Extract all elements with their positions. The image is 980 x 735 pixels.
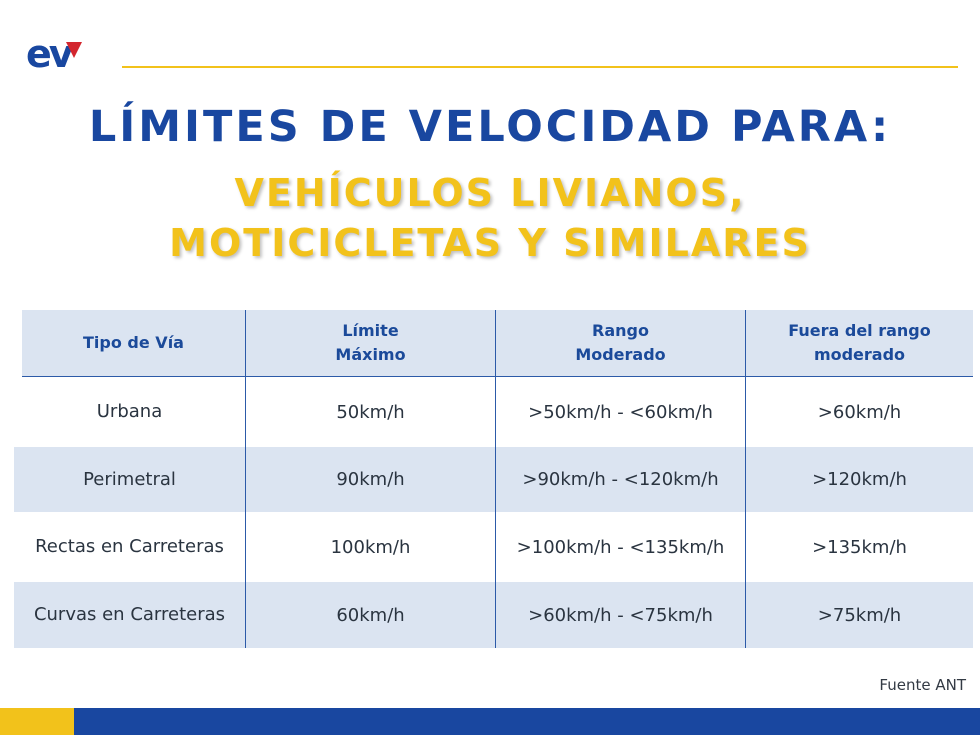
row-max-limit: 50km/h: [246, 377, 496, 447]
speed-limits-table: [14, 310, 973, 648]
row-out-of-range: >60km/h: [817, 401, 902, 423]
row-out-of-range: >120km/h: [812, 469, 907, 490]
row-road-type: Rectas en Carreteras: [14, 512, 246, 582]
page-title: LÍMITES DE VELOCIDAD PARA:: [88, 102, 892, 152]
table-row: [14, 512, 973, 582]
row-road-type: Curvas en Carreteras: [14, 582, 246, 648]
header-fuera-del-rango: Fuera del rango moderado: [788, 321, 931, 364]
subtitle-line-1: VEHÍCULOS LIVIANOS,: [234, 171, 746, 215]
row-road-type: Urbana: [14, 377, 246, 447]
header-divider: [122, 66, 958, 68]
table-row: [14, 447, 973, 512]
logo-text: ev: [26, 36, 71, 72]
ev-logo: [26, 36, 90, 72]
table-header-row: [22, 310, 973, 377]
row-moderate-range: >90km/h - <120km/h: [496, 447, 746, 512]
page-subtitle: [0, 168, 980, 268]
row-max-limit: 60km/h: [246, 582, 496, 648]
row-max-limit: 100km/h: [246, 512, 496, 582]
header-rango-moderado: Rango Moderado: [496, 310, 746, 376]
header-tipo-de-via: Tipo de Vía: [22, 310, 246, 376]
row-moderate-range: >50km/h - <60km/h: [496, 377, 746, 447]
footer-bar-yellow: [0, 708, 74, 735]
row-out-of-range: >75km/h: [817, 604, 902, 626]
row-max-limit: 90km/h: [246, 447, 496, 512]
row-moderate-range: >60km/h - <75km/h: [496, 582, 746, 648]
row-out-of-range: >135km/h: [812, 536, 907, 558]
header-limite-maximo: Límite Máximo: [246, 310, 496, 376]
row-road-type: Perimetral: [14, 447, 246, 512]
table-row: [14, 377, 973, 447]
footer-bar-blue: [74, 708, 980, 735]
table-row: [14, 582, 973, 648]
row-moderate-range: >100km/h - <135km/h: [496, 512, 746, 582]
subtitle-line-2: MOTICICLETAS Y SIMILARES: [169, 221, 811, 265]
source-note: Fuente ANT: [879, 676, 966, 694]
